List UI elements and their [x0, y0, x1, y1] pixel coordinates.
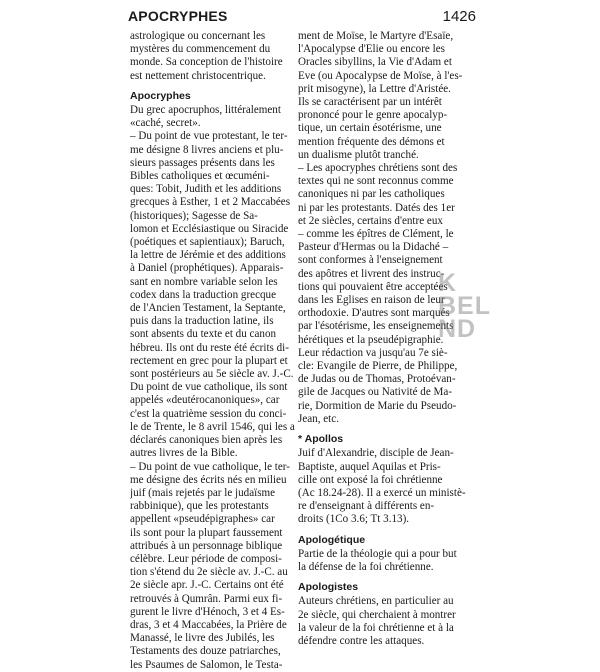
- text-line: K: [438, 272, 458, 295]
- entry-body-apologetique: [298, 548, 470, 574]
- text-line: Manassé, le livre des Jubilés, les: [130, 632, 275, 645]
- text-line: sieurs passages présents dans les: [130, 156, 275, 169]
- text-line: – Du point de vue catholique, le ter-: [130, 460, 290, 473]
- text-line: un dualisme plutôt tranché.: [298, 148, 419, 161]
- entry-body-apologistes: [298, 595, 470, 648]
- text-line: – Du point de vue protestant, le ter-: [130, 130, 288, 143]
- entry-body-apollos: [298, 447, 470, 526]
- text-line: BEL: [438, 295, 491, 318]
- left-column: [130, 30, 302, 672]
- text-line: sont conformes à l'enseignement: [298, 254, 443, 267]
- text-line: droits (1Co 3.6; Tt 3.13).: [298, 513, 410, 526]
- text-line: déclarés canoniques bien après les: [130, 434, 283, 447]
- text-line: rabbinique), que les protestants: [130, 500, 269, 513]
- text-line: lomon et Ecclésiastique ou Siracide: [130, 222, 289, 235]
- running-head-title: APOCRYPHES: [128, 8, 228, 24]
- text-line: re d'enseignant à différents en-: [298, 500, 435, 513]
- text-line: me désigne des écrits nés en milieu: [130, 473, 287, 486]
- page-header: [128, 6, 476, 28]
- text-line: Testaments des douze patriarches,: [130, 645, 281, 658]
- text-line: c'est la quatrième session du conci-: [130, 407, 287, 420]
- text-line: hébreu. Ils ont du reste été écrits di-: [130, 341, 289, 354]
- text-line: défendre contre les attaques.: [298, 634, 425, 647]
- text-line: canoniques ni par les catholiques: [298, 188, 445, 201]
- entry-body-apocryphes-continued: [298, 30, 470, 426]
- text-line: prononcé pour le genre apocalyp-: [298, 109, 448, 122]
- text-line: sont postérieurs au 5e siècle av. J.-C.: [130, 368, 294, 381]
- text-line: Partie de la théologie qui a pour but: [298, 547, 457, 560]
- text-line: orthodoxie. D'autres sont marqués: [298, 307, 450, 320]
- text-line: cle: Evangile de Pierre, de Philippe,: [298, 360, 458, 373]
- text-line: tion s'étend du 2e siècle av. J.-C. au: [130, 566, 288, 579]
- text-line: sant en nombre variable selon les: [130, 275, 278, 288]
- text-line: sont absents du texte et du canon: [130, 328, 277, 341]
- entry-body-apocryphes: [130, 104, 302, 672]
- text-line: ils sont pour la plupart faussement: [130, 526, 283, 539]
- text-line: ment de Moïse, le Martyre d'Esaïe,: [298, 30, 454, 42]
- text-line: Du grec apocruphos, littéralement: [130, 104, 281, 117]
- text-line: «caché, secret».: [130, 117, 201, 130]
- text-line: Ils se caractérisent par un intérêt: [298, 96, 442, 109]
- text-line: et 2e siècles, certains d'entre eux: [298, 214, 443, 227]
- text-line: – comme les épîtres de Clément, le: [298, 228, 454, 241]
- text-line: Du point de vue catholique, ils sont: [130, 381, 288, 394]
- text-line: Auteurs chrétiens, en particulier au: [298, 595, 454, 608]
- text-line: Juif d'Alexandrie, disciple de Jean-: [298, 447, 454, 460]
- text-line: juif (mais rejetés par le judaïsme: [130, 486, 276, 499]
- text-line: l'Apocalypse d'Elie ou encore les: [298, 43, 445, 56]
- text-line: tique, un certain ésotérisme, une: [298, 122, 442, 135]
- text-line: la lettre de Jérémie et des additions: [130, 249, 286, 262]
- text-line: retrouvés à Qumrân. Parmi eux fi-: [130, 592, 283, 605]
- text-line: à Daniel (prophétiques). Apparais-: [130, 262, 284, 275]
- text-line: ni par les protestants. Datés des 1er: [298, 201, 455, 214]
- text-line: Eve (ou Apocalypse de Moïse, à l'es-: [298, 69, 463, 82]
- text-line: 2e siècle, qui cherchaient à montrer: [298, 608, 456, 621]
- text-line: codex dans la traduction grecque: [130, 288, 277, 301]
- text-line: monde. Sa conception de l'histoire: [130, 56, 283, 69]
- text-line: astrologique ou concernant les: [130, 30, 266, 42]
- entry-title-apocryphes: Apocryphes: [130, 89, 191, 102]
- intro-paragraph: [130, 30, 302, 83]
- watermark-logo: [438, 272, 528, 341]
- text-line: appellent «pseudépigraphes» car: [130, 513, 275, 526]
- text-line: de l'Ancien Testament, la Septante,: [130, 302, 286, 315]
- text-line: Jean, etc.: [298, 412, 339, 425]
- text-line: la valeur de la foi chrétienne et à la: [298, 621, 454, 634]
- text-line: le de Trente, le 8 avril 1546, qui les a: [130, 420, 295, 433]
- text-line: tions qui pouvaient être acceptées: [298, 280, 448, 293]
- text-line: cille ont exposé la foi chrétienne: [298, 473, 443, 486]
- text-line: (poétiques et sapientiaux); Baruch,: [130, 236, 285, 249]
- text-line: gile de Jacques ou Nativité de Ma-: [298, 386, 453, 399]
- text-line: (Ac 18.24-28). Il a exercé un ministè-: [298, 486, 466, 499]
- text-line: Oracles sibyllins, la Vie d'Adam et: [298, 56, 452, 69]
- text-line: est nettement christocentrique.: [130, 69, 266, 82]
- text-line: des apôtres et livrent des instruc-: [298, 267, 445, 280]
- text-line: prit misogyne), la Lettre d'Aristée.: [298, 82, 451, 95]
- entry-title-apollos: * Apollos: [298, 433, 344, 446]
- text-line: rectement en grec pour la plupart et: [130, 354, 288, 367]
- text-line: Baptiste, auquel Aquilas et Pris-: [298, 460, 441, 473]
- text-line: par l'ésotérisme, les enseignements: [298, 320, 454, 333]
- text-line: la défense de la foi chrétienne.: [298, 560, 434, 573]
- text-line: Leur rédaction va jusqu'au 7e siè-: [298, 346, 448, 359]
- text-line: rie, Dormition de Marie du Pseudo-: [298, 399, 457, 412]
- text-line: Pasteur d'Hermas ou la Didaché –: [298, 241, 449, 254]
- text-line: me désigne 8 livres anciens et plu-: [130, 143, 284, 156]
- text-line: mention fréquente des démons et: [298, 135, 445, 148]
- text-line: 2e siècle apr. J.-C. Certains ont été: [130, 579, 284, 592]
- text-line: textes qui ne sont reconnus comme: [298, 175, 454, 188]
- text-line: de Judas ou de Thomas, Protoévan-: [298, 373, 456, 386]
- text-line: autres livres de la Bible.: [130, 447, 238, 460]
- text-line: célèbre. Leur période de composi-: [130, 552, 282, 565]
- entry-title-apologetique: Apologétique: [298, 533, 366, 546]
- text-line: gurent le livre d'Hénoch, 3 et 4 Es-: [130, 605, 285, 618]
- text-line: (historiques); Sagesse de Sa-: [130, 209, 258, 222]
- text-line: appelés «deutérocanoniques», car: [130, 394, 280, 407]
- page-number: 1426: [442, 8, 476, 25]
- text-line: – Les apocryphes chrétiens sont des: [298, 162, 458, 175]
- entry-title-apologistes: Apologistes: [298, 581, 359, 594]
- text-line: grecques à Esther, 1 et 2 Maccabées: [130, 196, 291, 209]
- text-line: les Psaumes de Salomon, le Testa-: [130, 658, 283, 671]
- text-line: attribués à un personnage biblique: [130, 539, 283, 552]
- text-line: hérétiques et la pseudépigraphie.: [298, 333, 444, 346]
- text-line: dans les Eglises en raison de leur: [298, 294, 445, 307]
- text-line: ques: Tobit, Judith et les additions: [130, 183, 282, 196]
- text-line: dras, 3 et 4 Maccabées, la Prière de: [130, 618, 287, 631]
- text-line: Bibles catholiques et œcuméni-: [130, 170, 270, 183]
- text-line: ND: [438, 318, 477, 341]
- text-line: mystères du commencement du: [130, 43, 271, 56]
- text-line: puis dans la traduction latine, ils: [130, 315, 274, 328]
